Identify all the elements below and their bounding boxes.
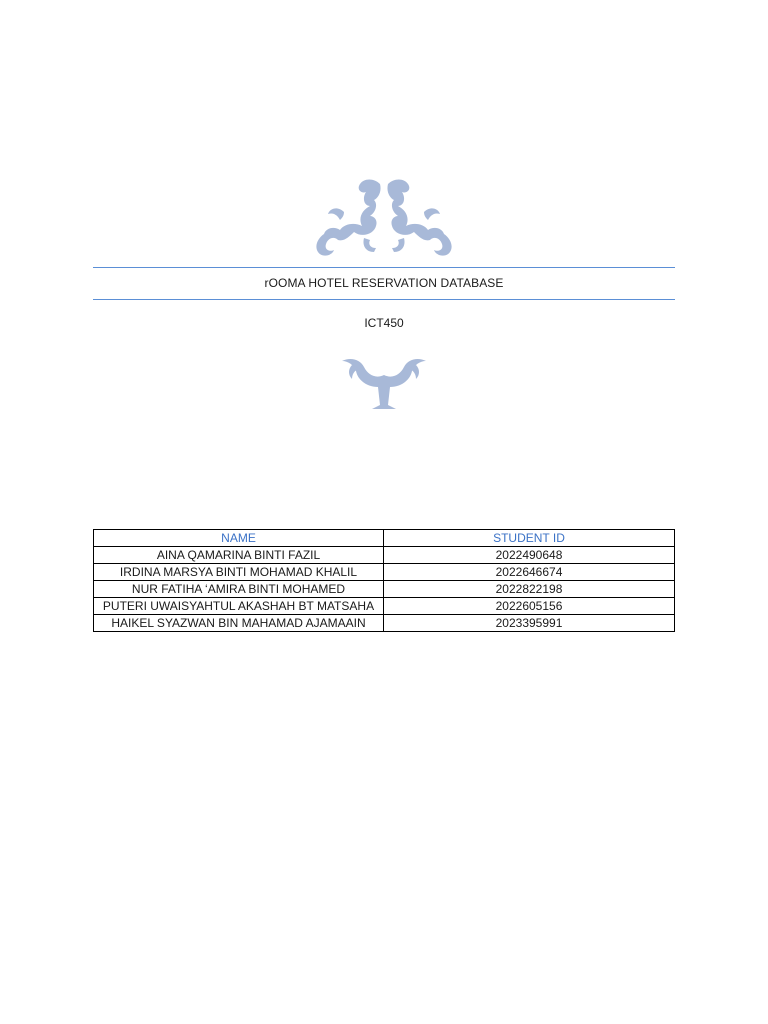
title-rule-top [93, 267, 675, 268]
student-name: AINA QAMARINA BINTI FAZIL [94, 547, 384, 564]
student-id: 2022605156 [384, 598, 675, 615]
student-name: PUTERI UWAISYAHTUL AKASHAH BT MATSAHA [94, 598, 384, 615]
table-row [94, 581, 675, 598]
table-row [94, 615, 675, 632]
student-name: NUR FATIHA ‘AMIRA BINTI MOHAMED [94, 581, 384, 598]
student-id-column-header: STUDENT ID [384, 530, 675, 547]
title-rule-bottom [93, 299, 675, 300]
floral-ornament-top-icon [304, 176, 464, 258]
floral-ornament-bottom-icon [340, 355, 428, 411]
table-row [94, 564, 675, 581]
student-table [93, 529, 675, 632]
student-id: 2023395991 [384, 615, 675, 632]
student-name: IRDINA MARSYA BINTI MOHAMAD KHALIL [94, 564, 384, 581]
student-name: HAIKEL SYAZWAN BIN MAHAMAD AJAMAAIN [94, 615, 384, 632]
table-header-row [94, 530, 675, 547]
table-row [94, 547, 675, 564]
name-column-header: NAME [94, 530, 384, 547]
student-id: 2022646674 [384, 564, 675, 581]
table-row [94, 598, 675, 615]
document-title: rOOMA HOTEL RESERVATION DATABASE [264, 276, 504, 290]
course-code: ICT450 [364, 316, 404, 330]
student-id: 2022822198 [384, 581, 675, 598]
student-id: 2022490648 [384, 547, 675, 564]
